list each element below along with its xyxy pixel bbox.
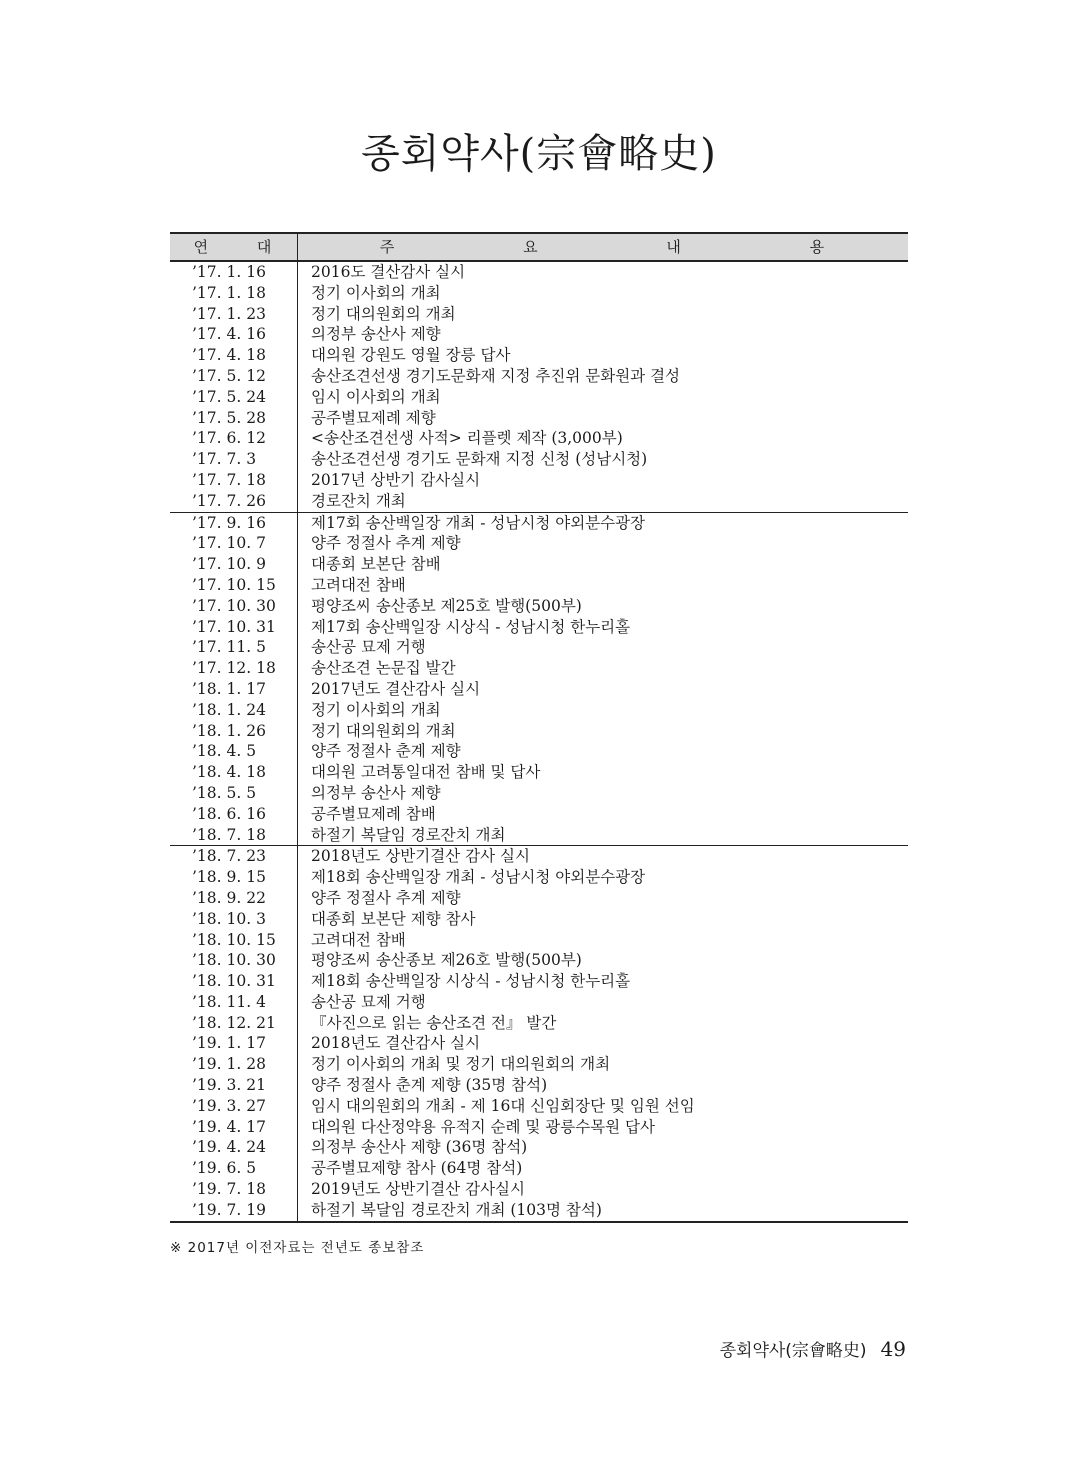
table-row (170, 845, 908, 867)
table-row (170, 387, 908, 408)
row-content: 송산조견 논문집 발간 (311, 659, 456, 678)
table-row (170, 262, 908, 283)
row-date: ’19. 3. 21 (170, 1075, 298, 1096)
row-content: 공주별묘제례 제향 (311, 408, 436, 427)
table-row (170, 721, 908, 742)
table-row (170, 825, 908, 846)
row-date: ’17. 9. 16 (170, 512, 298, 534)
row-date: ’18. 10. 3 (170, 909, 298, 930)
row-content: 정기 대의원회의 개최 (311, 304, 456, 323)
row-content: 2018년도 상반기결산 감사 실시 (298, 845, 908, 867)
row-content: 의정부 송산사 제향 (311, 783, 441, 802)
row-date: ’17. 4. 18 (170, 345, 298, 366)
row-date: ’17. 12. 18 (170, 658, 298, 679)
row-date: ’17. 10. 9 (170, 554, 298, 575)
row-content: 대의원 다산정약용 유적지 순례 및 광릉수목원 답사 (311, 1117, 655, 1136)
row-content: 경로잔치 개최 (311, 491, 406, 510)
table-row (170, 679, 908, 700)
row-date: ’17. 10. 7 (170, 533, 298, 554)
table-row (170, 1054, 908, 1075)
table-row (170, 1179, 908, 1200)
row-date: ’18. 10. 31 (170, 971, 298, 992)
row-date: ’17. 10. 30 (170, 596, 298, 617)
row-date: ’19. 4. 17 (170, 1117, 298, 1138)
row-date: ’19. 7. 18 (170, 1179, 298, 1200)
row-content: 양주 정절사 춘계 제향 (311, 742, 461, 761)
row-date: ’19. 1. 17 (170, 1033, 298, 1054)
row-content: 정기 이사회의 개최 (311, 700, 441, 719)
row-content: 임시 대의원회의 개최 - 제 16대 신임회장단 및 임원 선임 (311, 1096, 695, 1115)
row-date: ’17. 1. 23 (170, 304, 298, 325)
header-content: 주 요 내 용 (379, 238, 887, 256)
table-row (170, 470, 908, 491)
row-date: ’18. 1. 24 (170, 700, 298, 721)
row-content: 평양조씨 송산종보 제25호 발행(500부) (311, 596, 582, 615)
row-content: 제18회 송산백일장 시상식 - 성남시청 한누리홀 (311, 972, 631, 991)
row-date: ’19. 7. 19 (170, 1200, 298, 1221)
row-content: 공주별묘제향 참사 (64명 참석) (311, 1159, 523, 1178)
row-date: ’19. 4. 24 (170, 1137, 298, 1158)
running-title: 종회약사(宗會略史) (719, 1341, 867, 1361)
row-content: 대종회 보본단 참배 (311, 555, 441, 574)
table-row (170, 449, 908, 470)
table-body (170, 262, 908, 1221)
table-bottom-rule (170, 1221, 908, 1223)
row-content: 대종회 보본단 제향 참사 (311, 909, 476, 928)
row-date: ’18. 10. 15 (170, 930, 298, 951)
row-date: ’17. 1. 16 (170, 262, 298, 283)
table-header (170, 232, 908, 262)
row-date: ’18. 10. 30 (170, 950, 298, 971)
row-date: ’17. 10. 15 (170, 575, 298, 596)
row-content: 대의원 고려통일대전 참배 및 답사 (311, 763, 541, 782)
row-date: ’18. 11. 4 (170, 992, 298, 1013)
row-date: ’18. 5. 5 (170, 783, 298, 804)
table-row (170, 1200, 908, 1221)
row-date: ’17. 6. 12 (170, 428, 298, 449)
page-number: 49 (880, 1337, 906, 1361)
table-row (170, 700, 908, 721)
row-date: ’18. 12. 21 (170, 1013, 298, 1034)
row-date: ’17. 10. 31 (170, 617, 298, 638)
row-date: ’18. 7. 18 (170, 825, 298, 846)
page-footer (720, 1336, 906, 1361)
row-content: 제17회 송산백일장 시상식 - 성남시청 한누리홀 (311, 617, 631, 636)
row-content: 고려대전 참배 (311, 930, 406, 949)
table-row (170, 637, 908, 658)
row-content: 송산공 묘제 거행 (311, 992, 426, 1011)
row-date: ’19. 1. 28 (170, 1054, 298, 1075)
row-content: 양주 정절사 추계 제향 (311, 534, 461, 553)
table-row (170, 491, 908, 512)
row-content: 송산조견선생 경기도 문화재 지정 신청 (성남시청) (311, 450, 648, 469)
table-row (170, 762, 908, 783)
row-date: ’17. 5. 24 (170, 387, 298, 408)
row-date: ’17. 4. 16 (170, 324, 298, 345)
row-content: 2017년 상반기 감사실시 (311, 470, 481, 489)
row-content: 2016도 결산감사 실시 (311, 263, 466, 281)
row-date: ’19. 3. 27 (170, 1096, 298, 1117)
table-row (170, 950, 908, 971)
row-date: ’18. 4. 18 (170, 762, 298, 783)
row-content: 2018년도 결산감사 실시 (311, 1034, 481, 1053)
row-content: 2019년도 상반기결산 감사실시 (311, 1180, 526, 1199)
table-row (170, 575, 908, 596)
table-row (170, 1075, 908, 1096)
table-row (170, 741, 908, 762)
table-row (170, 554, 908, 575)
table-row (170, 867, 908, 888)
table-row (170, 1158, 908, 1179)
table-row (170, 617, 908, 638)
table-row (170, 1033, 908, 1054)
table-row (170, 930, 908, 951)
row-content: 제17회 송산백일장 개최 - 성남시청 야외분수광장 (298, 512, 908, 534)
row-date: ’17. 11. 5 (170, 637, 298, 658)
table-row (170, 596, 908, 617)
row-content: 송산조견선생 경기도문화재 지정 추진위 문화원과 결성 (311, 366, 681, 385)
table-row (170, 1096, 908, 1117)
table-row (170, 804, 908, 825)
row-content: 제18회 송산백일장 개최 - 성남시청 야외분수광장 (311, 868, 646, 887)
table-row (170, 1117, 908, 1138)
row-date: ’18. 6. 16 (170, 804, 298, 825)
footnote: ※ 2017년 이전자료는 전년도 종보참조 (170, 1240, 425, 1256)
row-content: 의정부 송산사 제향 (311, 325, 441, 344)
row-date: ’18. 9. 15 (170, 867, 298, 888)
row-content: 양주 정절사 춘계 제향 (35명 참석) (311, 1076, 548, 1095)
table-row (170, 283, 908, 304)
row-content: 대의원 강원도 영월 장릉 답사 (311, 346, 511, 365)
row-content: 정기 이사회의 개최 및 정기 대의원회의 개최 (311, 1055, 611, 1074)
row-content: 송산공 묘제 거행 (311, 638, 426, 657)
table-row (170, 324, 908, 345)
table-row (170, 1013, 908, 1034)
row-content: 정기 대의원회의 개최 (311, 721, 456, 740)
table-row (170, 971, 908, 992)
row-date: ’17. 1. 18 (170, 283, 298, 304)
row-date: ’18. 9. 22 (170, 888, 298, 909)
row-content: <송산조견선생 사적> 리플렛 제작 (3,000부) (311, 429, 623, 448)
row-content: 하절기 복달임 경로잔치 개최 (311, 825, 506, 844)
row-date: ’17. 5. 28 (170, 408, 298, 429)
row-date: ’17. 7. 18 (170, 470, 298, 491)
header-date: 연 대 (170, 234, 298, 260)
row-content: 의정부 송산사 제향 (36명 참석) (311, 1138, 528, 1157)
table-row (170, 304, 908, 325)
table-row (170, 658, 908, 679)
row-date: ’17. 5. 12 (170, 366, 298, 387)
table-row (170, 345, 908, 366)
row-date: ’18. 7. 23 (170, 845, 298, 867)
row-content: 양주 정절사 추계 제향 (311, 888, 461, 907)
row-content: 공주별묘제례 참배 (311, 804, 436, 823)
table-row (170, 366, 908, 387)
row-date: ’18. 4. 5 (170, 741, 298, 762)
row-content: 『사진으로 읽는 송산조견 전』 발간 (311, 1013, 557, 1032)
table-row (170, 888, 908, 909)
row-content: 평양조씨 송산종보 제26호 발행(500부) (311, 951, 582, 970)
table-row (170, 992, 908, 1013)
table-row (170, 909, 908, 930)
row-date: ’18. 1. 26 (170, 721, 298, 742)
page-title: 종회약사(宗會略史) (361, 131, 717, 177)
table-row (170, 1137, 908, 1158)
row-content: 하절기 복달임 경로잔치 개최 (103명 참석) (311, 1200, 602, 1219)
row-date: ’19. 6. 5 (170, 1158, 298, 1179)
table-row (170, 783, 908, 804)
row-content: 임시 이사회의 개최 (311, 387, 441, 406)
table-row (170, 533, 908, 554)
table-row (170, 408, 908, 429)
row-content: 2017년도 결산감사 실시 (311, 679, 481, 698)
row-date: ’17. 7. 26 (170, 491, 298, 512)
table-row (170, 428, 908, 449)
table-row (170, 512, 908, 534)
row-date: ’17. 7. 3 (170, 449, 298, 470)
history-table (170, 232, 908, 1223)
row-content: 고려대전 참배 (311, 575, 406, 594)
row-content: 정기 이사회의 개최 (311, 283, 441, 302)
row-date: ’18. 1. 17 (170, 679, 298, 700)
